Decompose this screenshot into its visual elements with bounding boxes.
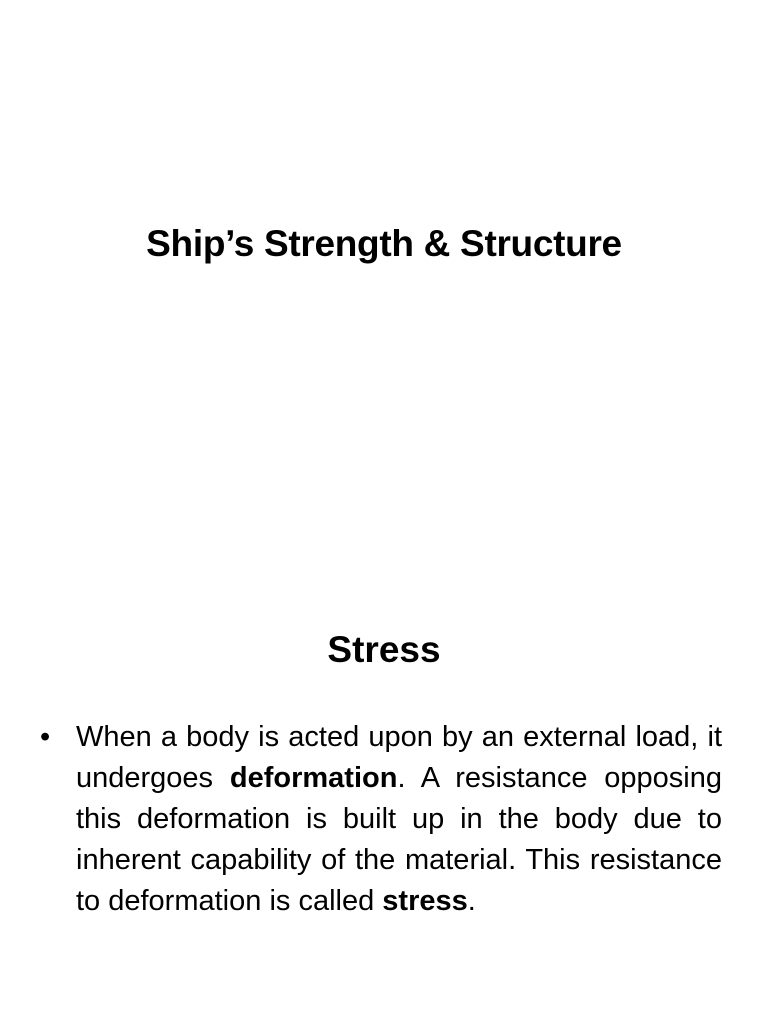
bullet-list	[40, 717, 722, 922]
term-deformation: deformation	[229, 762, 398, 794]
term-stress: stress	[382, 885, 468, 917]
bullet-text-part-2: . A resistance opposing this deformation is built up in the body due to inherent capability of the material. This resistance to deformation is called	[76, 762, 722, 917]
bullet-icon: •	[40, 721, 51, 753]
slide-title: Ship’s Strength & Structure	[146, 223, 622, 264]
bullet-text-part-3: .	[467, 885, 476, 917]
section-heading-stress: Stress	[327, 629, 441, 670]
bullet-text-part-1: When a body is acted upon by an external load, it undergoes	[76, 721, 722, 794]
bullet-item	[40, 717, 722, 922]
